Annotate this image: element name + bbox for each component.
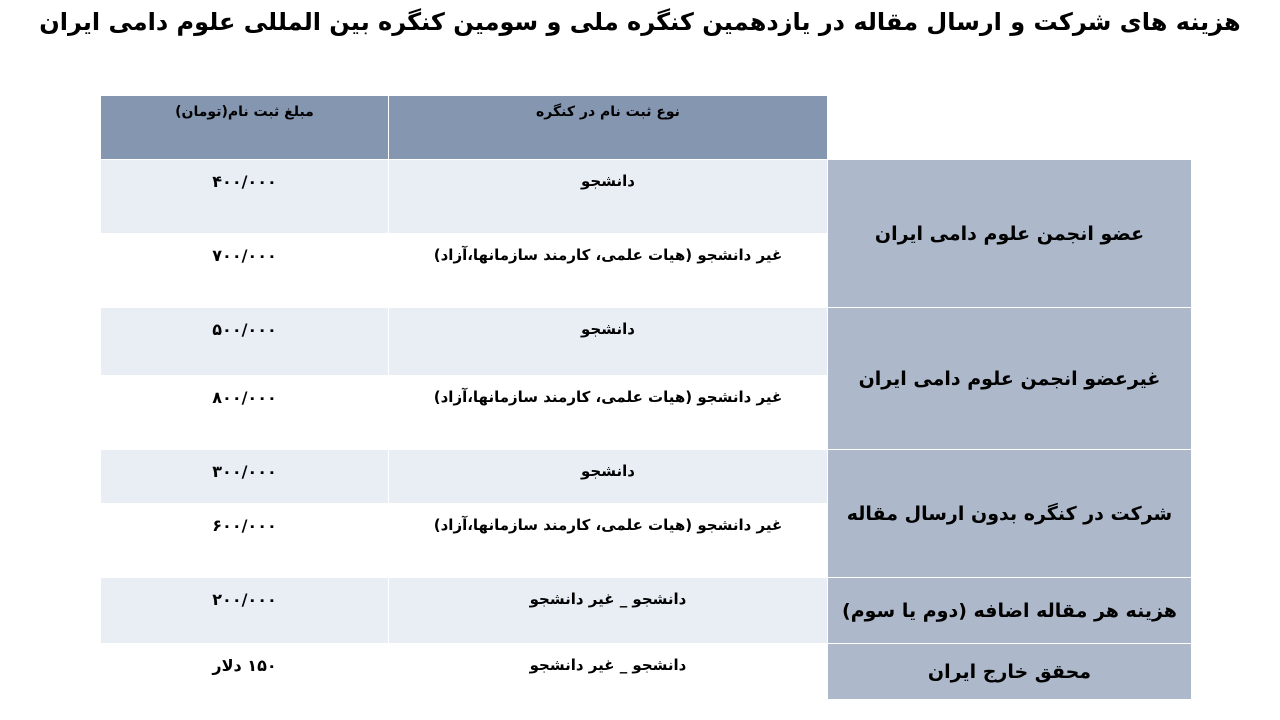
table-row xyxy=(101,644,1192,700)
fee-table xyxy=(100,95,1192,700)
amount-cell: ۸۰۰/۰۰۰ xyxy=(101,376,389,450)
type-cell: دانشجو xyxy=(389,450,828,504)
header-amount: مبلغ ثبت نام(تومان) xyxy=(101,96,389,160)
table-header-row xyxy=(101,96,1192,160)
type-cell: غیر دانشجو (هیات علمی، کارمند سازمانها،آزاد) xyxy=(389,376,828,450)
table-row xyxy=(101,308,1192,376)
table-row xyxy=(101,160,1192,234)
amount-cell: ۴۰۰/۰۰۰ xyxy=(101,160,389,234)
amount-cell: ۶۰۰/۰۰۰ xyxy=(101,504,389,578)
header-registration-type: نوع ثبت نام در کنگره xyxy=(389,96,828,160)
type-cell: دانشجو _ غیر دانشجو xyxy=(389,578,828,644)
amount-cell: ۳۰۰/۰۰۰ xyxy=(101,450,389,504)
amount-cell: ۲۰۰/۰۰۰ xyxy=(101,578,389,644)
type-cell: دانشجو xyxy=(389,160,828,234)
amount-cell: ۱۵۰ دلار xyxy=(101,644,389,700)
category-cell-foreign-researcher: محقق خارج ایران xyxy=(828,644,1192,700)
type-cell: دانشجو _ غیر دانشجو xyxy=(389,644,828,700)
category-cell-extra-paper: هزینه هر مقاله اضافه (دوم یا سوم) xyxy=(828,578,1192,644)
table-row xyxy=(101,578,1192,644)
category-cell-attend-only: شرکت در کنگره بدون ارسال مقاله xyxy=(828,450,1192,578)
amount-cell: ۵۰۰/۰۰۰ xyxy=(101,308,389,376)
category-cell-non-member: غیرعضو انجمن علوم دامی ایران xyxy=(828,308,1192,450)
amount-cell: ۷۰۰/۰۰۰ xyxy=(101,234,389,308)
table-row xyxy=(101,450,1192,504)
type-cell: غیر دانشجو (هیات علمی، کارمند سازمانها،آزاد) xyxy=(389,504,828,578)
category-cell-member: عضو انجمن علوم دامی ایران xyxy=(828,160,1192,308)
page-title: هزینه های شرکت و ارسال مقاله در یازدهمین کنگره ملی و سومین کنگره بین المللی علوم دامی ایران xyxy=(39,8,1241,36)
type-cell: غیر دانشجو (هیات علمی، کارمند سازمانها،آزاد) xyxy=(389,234,828,308)
type-cell: دانشجو xyxy=(389,308,828,376)
header-empty-cell xyxy=(828,96,1192,160)
